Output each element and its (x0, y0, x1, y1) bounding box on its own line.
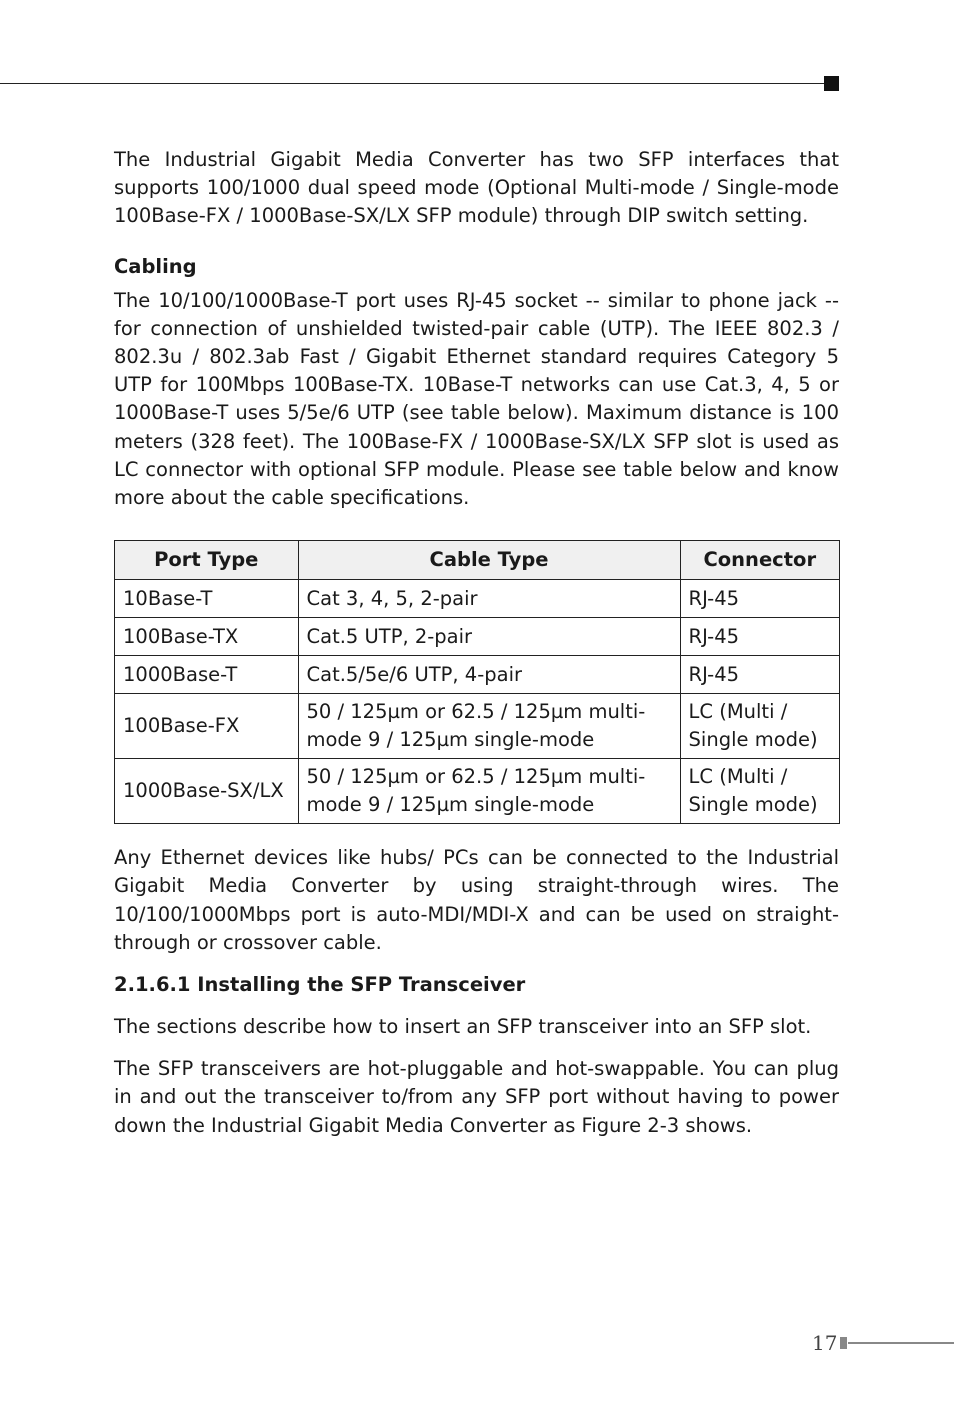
cell-connector: LC (Multi / Single mode) (680, 759, 839, 824)
footer-rule (848, 1342, 954, 1344)
cell-connector: RJ-45 (680, 656, 839, 694)
page-content (114, 146, 839, 1140)
header-port-type: Port Type (115, 541, 299, 580)
install-sfp-heading: 2.1.6.1 Installing the SFP Transceiver (114, 973, 526, 997)
cabling-heading: Cabling (114, 254, 197, 278)
cell-port-type: 1000Base-SX/LX (115, 759, 299, 824)
header-rule (0, 83, 828, 84)
intro-paragraph: The Industrial Gigabit Media Converter has two SFP interfaces that supports 100/1000 dual speed mode (Optional Multi-mode / Single-mode 100Base-FX / 1000Base-SX/LX SFP module) through DIP switch setting. (114, 148, 839, 228)
cell-port-type: 100Base-TX (115, 618, 299, 656)
cell-cable-type: 50 / 125µm or 62.5 / 125µm multi-mode 9 / 125µm single-mode (298, 759, 680, 824)
footer-square-marker (840, 1337, 847, 1349)
table-row (115, 580, 840, 618)
cell-cable-type: 50 / 125µm or 62.5 / 125µm multi-mode 9 / 125µm single-mode (298, 694, 680, 759)
cell-port-type: 1000Base-T (115, 656, 299, 694)
install-intro-paragraph: The sections describe how to insert an SFP transceiver into an SFP slot. (114, 1015, 812, 1039)
cable-spec-table (114, 540, 840, 824)
header-connector: Connector (680, 541, 839, 580)
cell-connector: LC (Multi / Single mode) (680, 694, 839, 759)
ethernet-devices-paragraph: Any Ethernet devices like hubs/ PCs can be connected to the Industrial Gigabit Media Converter by using straight-through wires. The 10/100/1000Mbps port is auto-MDI/MDI-X and can be used on straight-through or crossover cable. (114, 846, 839, 954)
cell-port-type: 10Base-T (115, 580, 299, 618)
cell-port-type: 100Base-FX (115, 694, 299, 759)
header-square-marker (824, 76, 839, 91)
cell-cable-type: Cat.5/5e/6 UTP, 4-pair (298, 656, 680, 694)
cabling-paragraph: The 10/100/1000Base-T port uses RJ-45 socket -- similar to phone jack -- for connection of unshielded twisted-pair cable (UTP). The IEEE 802.3 / 802.3u / 802.3ab Fast / Gigabit Ethernet standard requires Category 5 UTP for 100Mbps 100Base-TX. 10Base-T networks can use Cat.3, 4, 5 or 1000Base-T uses 5/5e/6 UTP (see table below). Maximum distance is 100 meters (328 feet). The 100Base-FX / 1000Base-SX/LX SFP slot is used as LC connector with optional SFP module. Please see table below and know more about the cable specifications. (114, 288, 839, 510)
cell-cable-type: Cat 3, 4, 5, 2-pair (298, 580, 680, 618)
table-row (115, 618, 840, 656)
table-row (115, 759, 840, 824)
hot-swap-paragraph: The SFP transceivers are hot-pluggable and hot-swappable. You can plug in and out the transceiver to/from any SFP port without having to power down the Industrial Gigabit Media Converter as Figure 2-3 shows. (114, 1057, 839, 1137)
table-header-row (115, 541, 840, 580)
cell-connector: RJ-45 (680, 580, 839, 618)
cell-connector: RJ-45 (680, 618, 839, 656)
header-cable-type: Cable Type (298, 541, 680, 580)
table-row (115, 656, 840, 694)
page-number: 17 (812, 1331, 838, 1355)
cell-cable-type: Cat.5 UTP, 2-pair (298, 618, 680, 656)
table-row (115, 694, 840, 759)
